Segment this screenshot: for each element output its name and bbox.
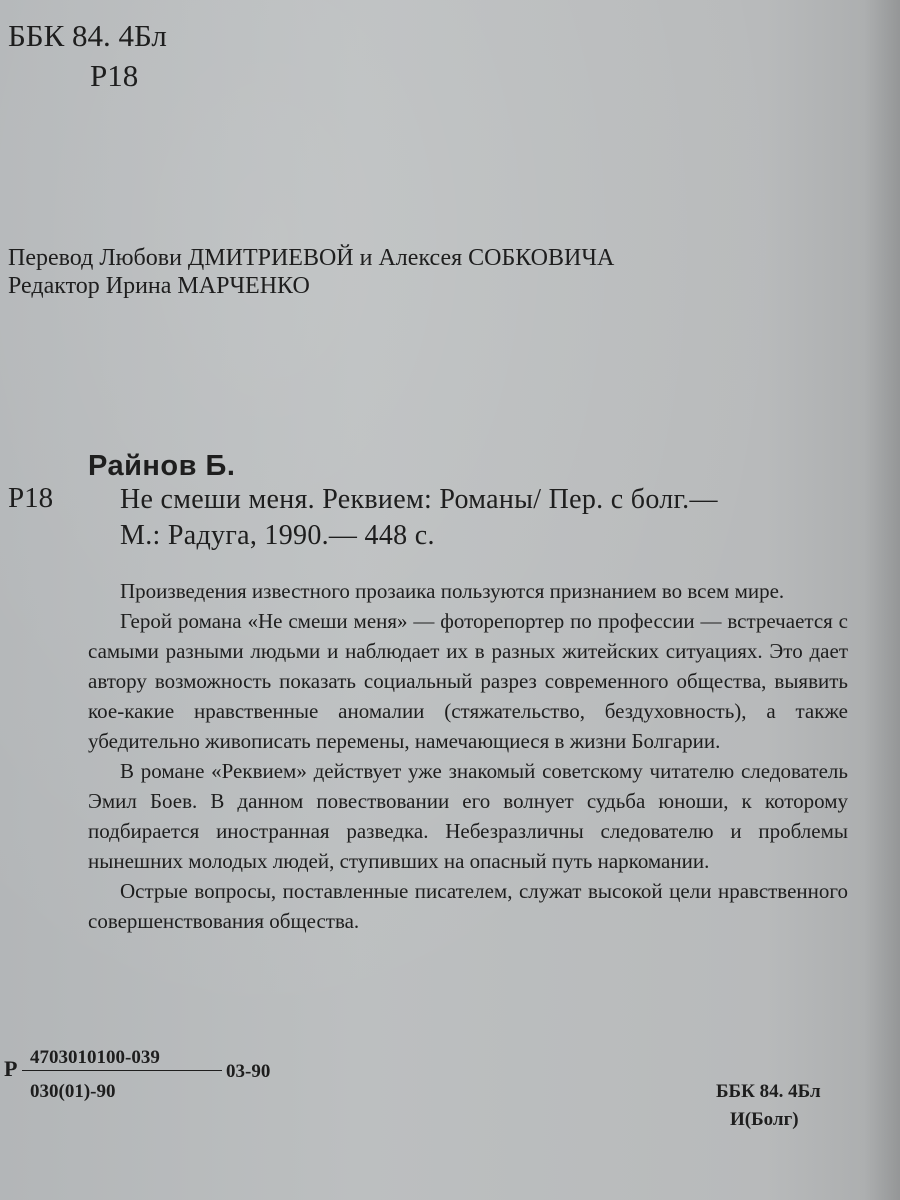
colophon-fraction-rule bbox=[22, 1070, 222, 1071]
colophon-numerator: 4703010100-039 bbox=[30, 1047, 160, 1068]
footer-index: И(Болг) bbox=[730, 1109, 799, 1130]
catalog-author-mark: Р18 bbox=[8, 482, 54, 514]
catalog-publication-line: М.: Радуга, 1990.— 448 с. bbox=[120, 520, 435, 551]
editor-credit: Редактор Ирина МАРЧЕНКО bbox=[8, 273, 310, 299]
colophon-suffix: 03-90 bbox=[226, 1061, 271, 1082]
translators-credit: Перевод Любови ДМИТРИЕВОЙ и Алексея СОБКОВИЧА bbox=[8, 245, 615, 271]
annotation-paragraph: Произведения известного прозаика пользуются признанием во всем мире. bbox=[120, 579, 785, 603]
page-edge-shadow bbox=[864, 0, 900, 1200]
bbk-classification: ББК 84. 4Бл bbox=[8, 18, 167, 53]
catalog-title-line: Не смеши меня. Реквием: Романы/ Пер. с болг.— bbox=[120, 484, 718, 515]
author-mark: Р18 bbox=[90, 58, 139, 93]
catalog-author: Райнов Б. bbox=[88, 450, 236, 482]
colophon-letter: Р bbox=[4, 1056, 18, 1081]
colophon-denominator: 030(01)-90 bbox=[30, 1081, 116, 1102]
annotation-paragraph: Герой романа «Не смеши меня» — фоторепортер по профессии — встречается с самыми разными людьми и наблюдает их в разных житейских ситуациях. Это дает автору возможность показать социальный разрез современного общества, выявить кое-какие нравственные аномалии (стяжательство, бездуховность), а также убедительно живописать перемены, намечающиеся в жизни Болгарии. bbox=[88, 609, 848, 753]
footer-bbk: ББК 84. 4Бл bbox=[716, 1081, 821, 1102]
annotation-paragraph: В романе «Реквием» действует уже знакомый советскому читателю следователь Эмил Боев. В данном повествовании его волнует судьба юноши, к которому подбирается иностранная разведка. Небезразличны следователю и проблемы нынешних молодых людей, ступивших на опасный путь наркомании. bbox=[88, 759, 848, 873]
annotation-paragraph: Острые вопросы, поставленные писателем, служат высокой цели нравственного совершенствования общества. bbox=[88, 879, 848, 933]
annotation bbox=[88, 576, 848, 936]
